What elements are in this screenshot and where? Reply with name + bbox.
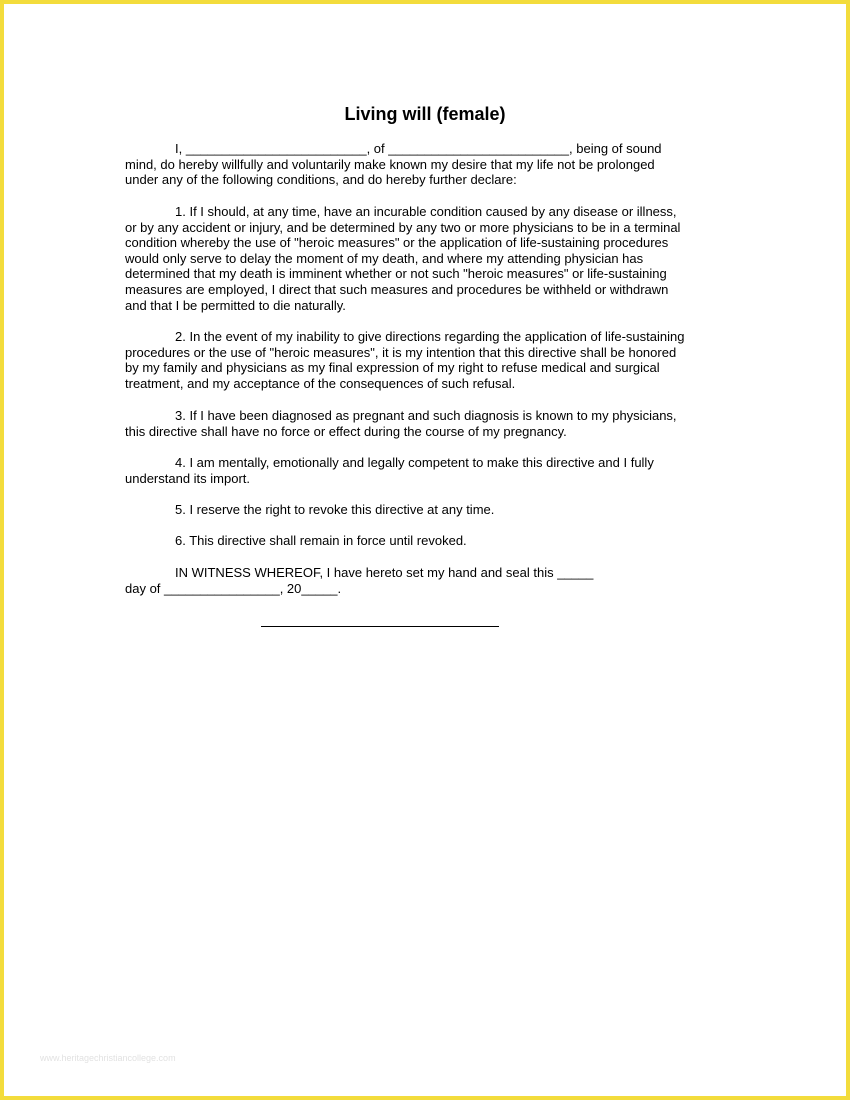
clause-line: 2. In the event of my inability to give directions regarding the application of life-sustaining [175, 329, 685, 344]
clause-line: 5. I reserve the right to revoke this directive at any time. [175, 502, 495, 517]
clause-1-paragraph [125, 204, 725, 313]
intro-line: mind, do hereby willfully and voluntarily make known my desire that my life not be prolonged [125, 156, 655, 172]
document-title: Living will (female) [344, 104, 506, 124]
clause-line: procedures or the use of "heroic measures", it is my intention that this directive shall be honored [125, 344, 677, 360]
clause-line: condition whereby the use of "heroic measures" or the application of life-sustaining procedures [125, 235, 669, 251]
clause-line: 3. If I have been diagnosed as pregnant and such diagnosis is known to my physicians, [175, 408, 677, 423]
signature-line [261, 626, 499, 627]
witness-line: IN WITNESS WHEREOF, I have hereto set my hand and seal this _____ [175, 565, 594, 580]
clause-6-paragraph [125, 533, 725, 549]
clause-4-paragraph [125, 455, 725, 486]
witness-line: day of ________________, 20_____. [125, 580, 342, 596]
intro-line: I, _________________________, of _________________________, being of sound [175, 141, 662, 156]
clause-line: or by any accident or injury, and be determined by any two or more physicians to be in a terminal [125, 219, 681, 235]
clause-line: 4. I am mentally, emotionally and legally competent to make this directive and I fully [175, 455, 654, 470]
clause-5-paragraph [125, 502, 725, 518]
clause-line: by my family and physicians as my final expression of my right to refuse medical and surgical [125, 360, 660, 376]
witness-paragraph [125, 565, 725, 596]
clause-line: 1. If I should, at any time, have an incurable condition caused by any disease or illness, [175, 204, 677, 219]
clause-line: measures are employed, I direct that such measures and procedures be withheld or withdrawn [125, 281, 669, 297]
clause-line: treatment, and my acceptance of the consequences of such refusal. [125, 375, 516, 391]
clause-line: 6. This directive shall remain in force until revoked. [175, 533, 467, 548]
clause-2-paragraph [125, 329, 725, 391]
clause-3-paragraph [125, 408, 725, 439]
intro-line: under any of the following conditions, and do hereby further declare: [125, 172, 517, 188]
watermark: www.heritagechristiancollege.com [40, 1053, 176, 1063]
clause-line: determined that my death is imminent whether or not such "heroic measures" or life-sustaining [125, 266, 667, 282]
clause-line: understand its import. [125, 470, 251, 486]
clause-line: and that I be permitted to die naturally. [125, 297, 346, 313]
intro-paragraph [125, 141, 725, 188]
clause-line: this directive shall have no force or effect during the course of my pregnancy. [125, 423, 567, 439]
clause-line: would only serve to delay the moment of my death, and where my attending physician has [125, 250, 644, 266]
